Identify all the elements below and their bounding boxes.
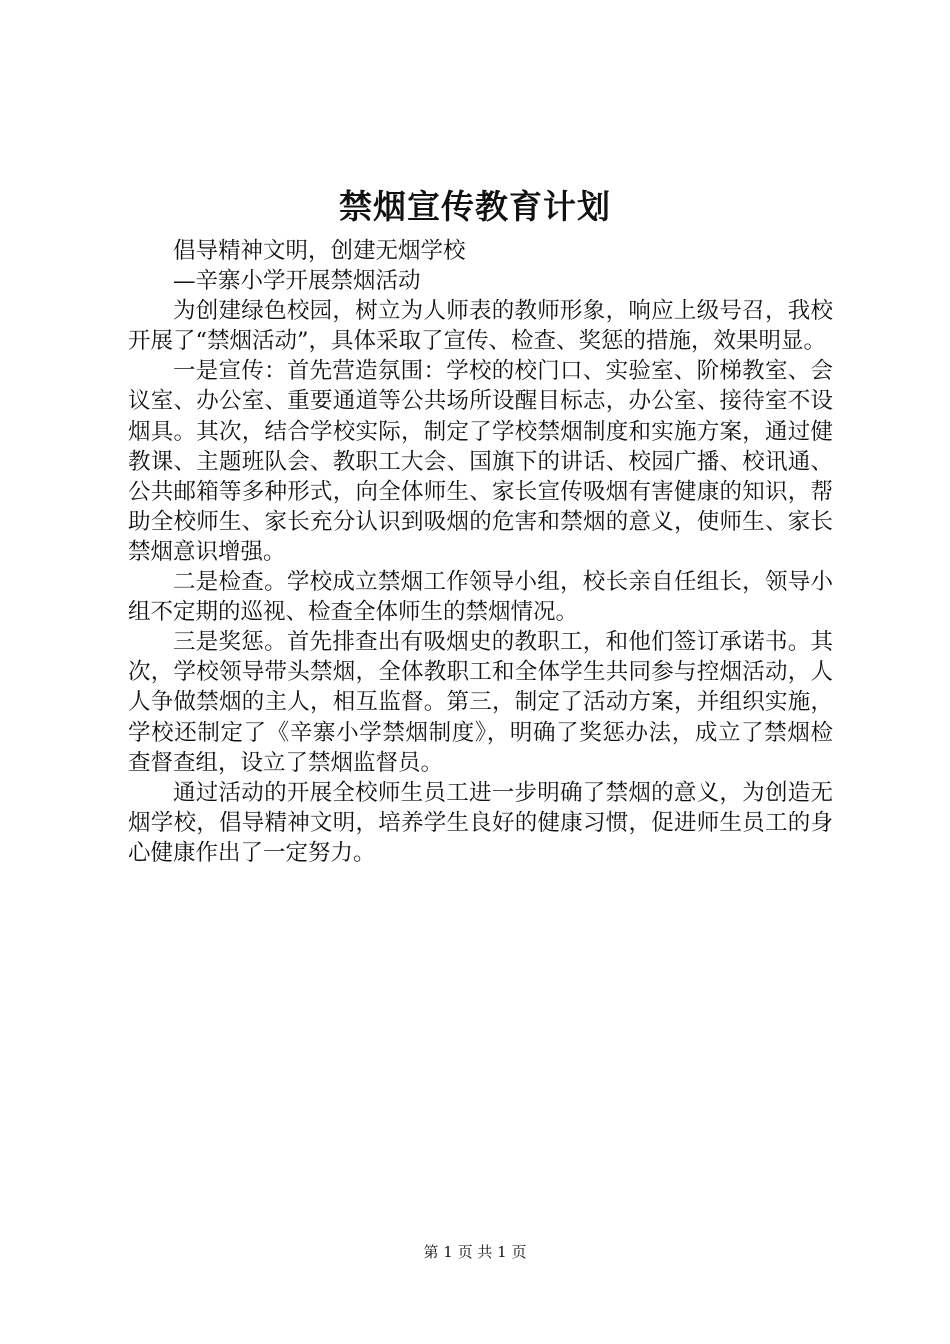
document-title: 禁烟宣传教育计划 <box>339 187 611 226</box>
document-body <box>128 236 833 868</box>
paragraph-intro: 为创建绿色校园，树立为人师表的教师形象，响应上级号召，我校开展了“禁烟活动”，具体采取了宣传、检查、奖惩的措施，效果明显。 <box>128 298 833 355</box>
paragraph-inspection: 二是检查。学校成立禁烟工作领导小组，校长亲自任组长，领导小组不定期的巡视、检查全体师生的禁烟情况。 <box>128 569 833 626</box>
subtitle-activity: —辛寨小学开展禁烟活动 <box>173 268 421 295</box>
paragraph-publicity: 一是宣传：首先营造氛围：学校的校门口、实验室、阶梯教室、会议室、办公室、重要通道等公共场所设醒目标志，办公室、接待室不设烟具。其次，结合学校实际，制定了学校禁烟制度和实施方案，通过健教课、主题班队会、教职工大会、国旗下的讲话、校园广播、校讯通、公共邮箱等多种形式，向全体师生、家长宣传吸烟有害健康的知识，帮助全校师生、家长充分认识到吸烟的危害和禁烟的意义，使师生、家长禁烟意识增强。 <box>128 358 833 565</box>
paragraph-conclusion: 通过活动的开展全校师生员工进一步明确了禁烟的意义，为创造无烟学校，倡导精神文明，培养学生良好的健康习惯，促进师生员工的身心健康作出了一定努力。 <box>128 779 833 866</box>
paragraph-rewards-penalties: 三是奖惩。首先排查出有吸烟史的教职工，和他们签订承诺书。其次，学校领导带头禁烟，全体教职工和全体学生共同参与控烟活动，人人争做禁烟的主人，相互监督。第三，制定了活动方案，并组织实施，学校还制定了《辛寨小学禁烟制度》，明确了奖惩办法，成立了禁烟检查督查组，设立了禁烟监督员。 <box>128 629 833 776</box>
page-footer: 第 1 页 共 1 页 <box>423 1243 527 1261</box>
subtitle-slogan: 倡导精神文明，创建无烟学校 <box>173 238 466 264</box>
